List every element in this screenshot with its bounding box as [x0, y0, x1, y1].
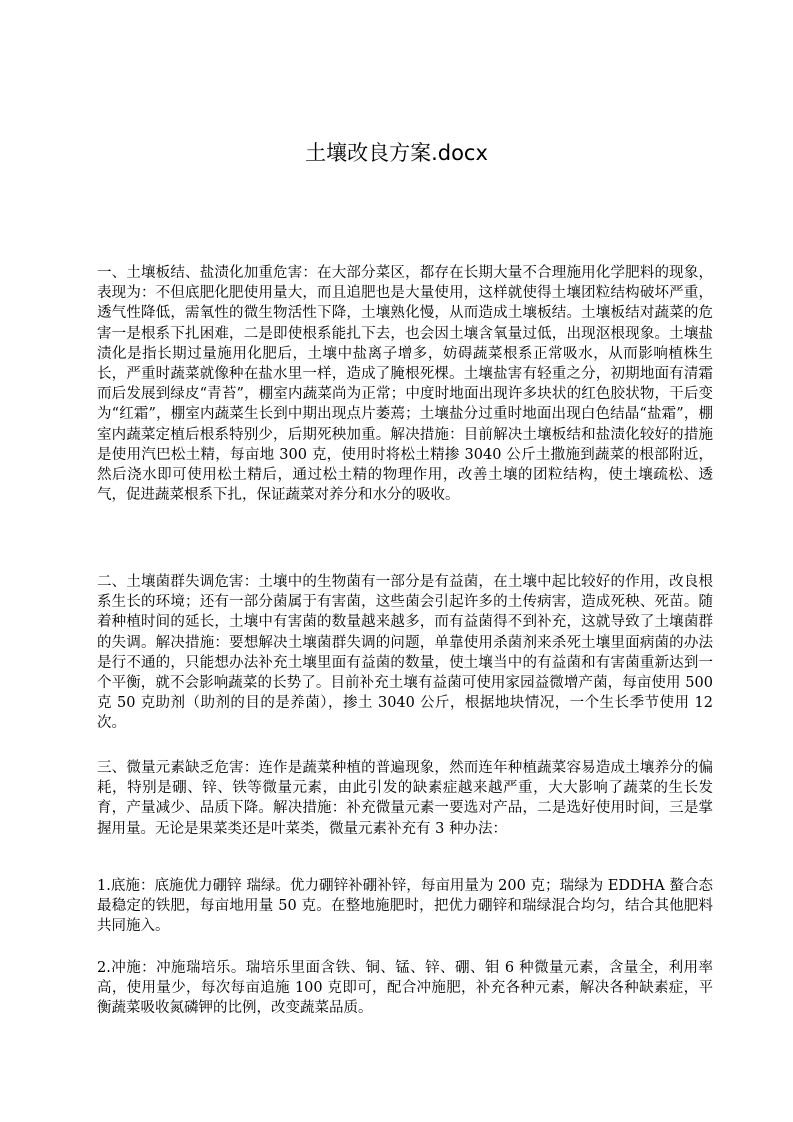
paragraph-trace-elements: 三、微量元素缺乏危害：连作是蔬菜种植的普遍现象，然而连年种植蔬菜容易造成土壤养分的偏耗，特别是硼、锌、铁等微量元素，由此引发的缺素症越来越严重，大大影响了蔬菜的生长发育，产量减少、品质下降。解决措施：补充微量元素一要选对产品，二是选好使用时间，三是掌握用量。无论是果菜类还是叶菜类，微量元素补充有 3 种办法：: [97, 760, 713, 837]
document-title: 土壤改良方案.docx: [305, 141, 488, 165]
paragraph-base-application: 1.底施：底施优力硼锌 瑞绿。优力硼锌补硼补锌，每亩用量为 200 克；瑞绿为 EDDHA 螯合态最稳定的铁肥，每亩地用量 50 克。在整地施肥时，把优力硼锌和瑞绿混合均匀，结合其他肥料共同施入。: [97, 878, 713, 935]
paragraph-flush-application: 2.冲施：冲施瑞培乐。瑞培乐里面含铁、铜、锰、锌、硼、钼 6 种微量元素，含量全，利用率高，使用量少，每次每亩追施 100 克即可，配合冲施肥，补充各种元素，解决各种缺素症，平衡蔬菜吸收氮磷钾的比例，改变蔬菜品质。: [97, 960, 713, 1017]
paragraph-soil-compaction: 一、土壤板结、盐渍化加重危害：在大部分菜区，都存在长期大量不合理施用化学肥料的现象，表现为：不但底肥化肥使用量大，而且追肥也是大量使用，这样就使得土壤团粒结构破坏严重，透气性降低，需氧性的微生物活性下降，土壤熟化慢，从而造成土壤板结。土壤板结对蔬菜的危害一是根系下扎困难，二是即使根系能扎下去，也会因土壤含氧量过低，出现沤根现象。土壤盐渍化是指长期过量施用化肥后，土壤中盐离子增多，妨碍蔬菜根系正常吸水，从而影响植株生长，严重时蔬菜就像种在盐水里一样，造成了腌根死棵。土壤盐害有轻重之分，初期地面有清霜而后发展到绿皮“青苔”，棚室内蔬菜尚为正常；中度时地面出现许多块状的红色胶状物，干后变为“红霜”，棚室内蔬菜生长到中期出现点片萎蔫；土壤盐分过重时地面出现白色结晶“盐霜”，棚室内蔬菜定植后根系特别少，后期死秧加重。解决措施：目前解决土壤板结和盐渍化较好的措施是使用汽巴松土精，每亩地 300 克，使用时将松土精掺 3040 公斤土撒施到蔬菜的根部附近，然后浇水即可使用松土精后，通过松土精的物理作用，改善土壤的团粒结构，使土壤疏松、透气，促进蔬菜根系下扎，保证蔬菜对养分和水分的吸收。: [97, 265, 713, 504]
paragraph-soil-microbes: 二、土壤菌群失调危害：土壤中的生物菌有一部分是有益菌，在土壤中起比较好的作用，改良根系生长的环境；还有一部分菌属于有害菌，这些菌会引起许多的土传病害，造成死秧、死苗。随着种植时间的延长，土壤中有害菌的数量越来越多，而有益菌得不到补充，这就导致了土壤菌群的失调。解决措施：要想解决土壤菌群失调的问题，单靠使用杀菌剂来杀死土壤里面病菌的办法是行不通的，只能想办法补充土壤里面有益菌的数量，使土壤当中的有益菌和有害菌重新达到一个平衡，就不会影响蔬菜的长势了。目前补充土壤有益菌可使用家园益微增产菌，每亩使用 500 克 50 克助剂（助剂的目的是养菌），掺土 3040 公斤，根据地块情况，一个生长季节使用 12 次。: [97, 574, 713, 732]
